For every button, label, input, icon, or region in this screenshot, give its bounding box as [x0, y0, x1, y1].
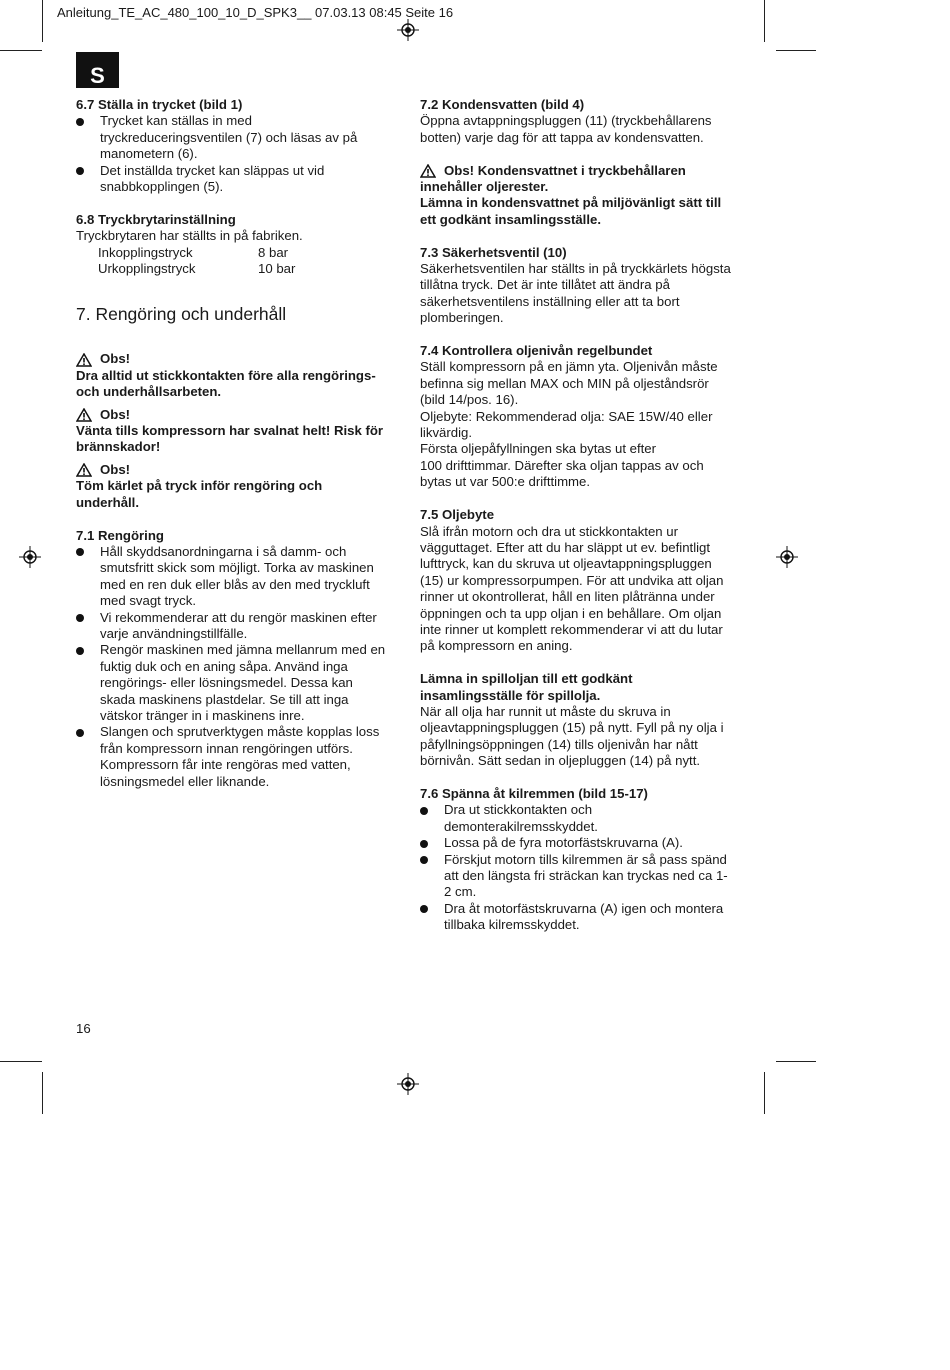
warning-label: Obs! — [76, 462, 406, 478]
warning-label: Obs! — [76, 407, 406, 423]
section-heading: 7.5 Oljebyte — [420, 507, 495, 523]
list-item: Förskjut motorn tills kilremmen är så pass spänd att den längsta fri sträckan kan tryckas ned ca 1- 2 cm. — [420, 852, 750, 901]
bullet-dot-icon — [76, 614, 84, 622]
page-number: 16 — [76, 1021, 91, 1036]
warning-triangle-icon — [76, 408, 92, 422]
list-item: Dra åt motorfästskruvarna (A) igen och montera tillbaka kilremsskyddet. — [420, 901, 750, 934]
list-item: Trycket kan ställas in med tryckreduceringsventilen (7) och läsas av på manometern (6). — [76, 113, 406, 162]
bullet-dot-icon — [76, 548, 84, 556]
registration-mark-icon — [397, 19, 419, 41]
bullet-list — [420, 802, 750, 933]
section-heading: 7.1 Rengöring — [76, 527, 164, 543]
chapter-title: 7. Rengöring och underhåll — [76, 304, 287, 325]
warning-triangle-icon — [420, 164, 436, 178]
section-heading: 6.8 Tryckbrytarinställning — [76, 211, 236, 227]
warning-triangle-icon — [76, 353, 92, 367]
bullet-list — [76, 113, 406, 195]
bullet-dot-icon — [76, 729, 84, 737]
bullet-dot-icon — [76, 167, 84, 175]
list-item: Håll skyddsanordningarna i så damm- och smutsfritt skick som möjligt. Torka av maskinen med en ren duk eller blås av den med tryckluft med svagt tryck. — [76, 544, 406, 610]
bullet-dot-icon — [420, 840, 428, 848]
bullet-dot-icon — [76, 118, 84, 126]
print-slug: Anleitung_TE_AC_480_100_10_D_SPK3__ 07.03.13 08:45 Seite 16 — [57, 5, 454, 20]
list-item: Det inställda trycket kan släppas ut vid snabbkopplingen (5). — [76, 163, 406, 196]
section-heading: 7.3 Säkerhetsventil (10) — [420, 244, 567, 260]
left-column: 6.7 Ställa in trycket (bild 1) Trycket kan ställas in med tryckreduceringsventilen (7) och läsas av på manometern (6). Det inställda trycket kan släppas ut vid snabbkopplingen (5). 6.8 Tryckbrytarinställning Tryckbrytaren har ställts in på fabriken. Inkopplingstryck 8 bar Urkopplingstryck 10 bar 7. Rengöring och underhåll Obs! Dra alltid ut stickkontakten före alla rengörings- och underhållsarbeten. Obs! Vänta tills kompressorn har svalnat helt! Risk för brännskador! Obs! Töm kärlet på tryck inför rengöring och underhåll. 7.1 Rengöring Håll skyddsanordningarna i så damm- och smutsfritt skick som möjligt. Torka av maskinen med en ren duk eller blås av den med tryckluft med svagt tryck. Vi rekommenderar att du rengör maskinen efter varje användningstillfälle. Rengör maskinen med jämna mellanrum med en fuktig duk och en aning såpa. Använd inga rengörings- eller lösningsmedel. Dessa kan skada maskinens plastdelar. Se till att inga vätskor tränger in i maskinens inre. Slangen och sprutverktygen måste kopplas loss från kompressorn innan rengöringen utförs. Kompressorn får inte rengöras med vatten, lösningsmedel eller liknande. — [76, 97, 406, 790]
list-item: Rengör maskinen med jämna mellanrum med en fuktig duk och en aning såpa. Använd inga rengörings- eller lösningsmedel. Dessa kan skada maskinens plastdelar. Se till att inga vätskor tränger in i maskinens inre. — [76, 642, 406, 724]
registration-mark-icon — [776, 546, 798, 568]
warning-triangle-icon — [76, 463, 92, 477]
section-heading: 7.4 Kontrollera oljenivån regelbundet — [420, 343, 653, 359]
settings-row: Inkopplingstryck 8 bar — [98, 244, 289, 260]
registration-mark-icon — [397, 1073, 419, 1095]
paragraph: Tryckbrytaren har ställts in på fabriken. — [76, 228, 303, 244]
list-item: Dra ut stickkontakten och demonterakilremsskyddet. — [420, 802, 750, 835]
bullet-dot-icon — [420, 905, 428, 913]
list-item: Lossa på de fyra motorfästskruvarna (A). — [420, 835, 750, 851]
list-item: Slangen och sprutverktygen måste kopplas loss från kompressorn innan rengöringen utförs. Kompressorn får inte rengöras med vatten, lösningsmedel eller liknande. — [76, 724, 406, 790]
language-badge: S — [76, 52, 119, 88]
bullet-dot-icon — [420, 856, 428, 864]
bullet-list — [76, 544, 406, 790]
section-heading: 7.2 Kondensvatten (bild 4) — [420, 97, 585, 112]
right-column: 7.2 Kondensvatten (bild 4) Öppna avtappningspluggen (11) (tryckbehållarens botten) varje dag för att tappa av kondensvatten. Obs! Kondensvattnet i tryckbehållaren innehåller oljerester. Lämna in kondensvattnet på miljövänligt sätt till ett godkänt insamlingsställe. 7.3 Säkerhetsventil (10) Säkerhetsventilen har ställts in på tryckkärlets högsta tillåtna tryck. Det är inte tillåtet att ändra på säkerhetsventilens inställning eller att ta bort plomberingen. 7.4 Kontrollera oljenivån regelbundet Ställ kompressorn på en jämn yta. Oljenivån måste befinna sig mellan MAX och MIN på oljeståndsrör (bild 14/pos. 16). Oljebyte: Rekommenderad olja: SAE 15W/40 eller likvärdig. Första oljepåfyllningen ska bytas ut efter 100 drifttimmar. Därefter ska oljan tappas av och bytas ut var 500:e drifttimme. 7.5 Oljebyte Slå ifrån motorn och dra ut stickkontakten ur vägguttaget. Efter att du har släppt ut ev. befintligt lufttryck, kan du skruva ut oljeavtappningspluggen (15) ur kompressorpumpen. För att undvika att oljan rinner ut okontrollerat, håll en liten plåtränna under öppningen och ta upp oljan i en behållare. Om oljan inte rinner ut komplett rekommenderar vi att du lutar på kompressorn en aning. Lämna in spilloljan till ett godkänt insamlingsställe för spillolja. När all olja har runnit ut måste du skruva in oljeavtappningspluggen (15) på nytt. Fyll på ny olja i påfyllningsöppningen (14) tills oljenivån har nått börnivån. Sätt sedan in oljepluggen (14) på nytt. 7.6 Spänna åt kilremmen (bild 15-17) Dra ut stickkontakten och demonterakilremsskyddet. Lossa på de fyra motorfästskruvarna (A). Förskjut motorn tills kilremmen är så pass spänd att den längsta fri sträckan kan tryckas ned ca 1- 2 cm. Dra åt motorfästskruvarna (A) igen och montera tillbaka kilremsskyddet. — [420, 97, 750, 934]
bullet-dot-icon — [76, 647, 84, 655]
settings-row: Urkopplingstryck 10 bar — [98, 261, 296, 277]
warning-label: Obs! Kondensvattnet i tryckbehållaren — [420, 163, 750, 179]
bullet-dot-icon — [420, 807, 428, 815]
section-heading: 6.7 Ställa in trycket (bild 1) — [76, 97, 243, 112]
list-item: Vi rekommenderar att du rengör maskinen efter varje användningstillfälle. — [76, 610, 406, 643]
section-heading: 7.6 Spänna åt kilremmen (bild 15-17) — [420, 785, 648, 801]
registration-mark-icon — [19, 546, 41, 568]
warning-label: Obs! — [76, 351, 406, 367]
